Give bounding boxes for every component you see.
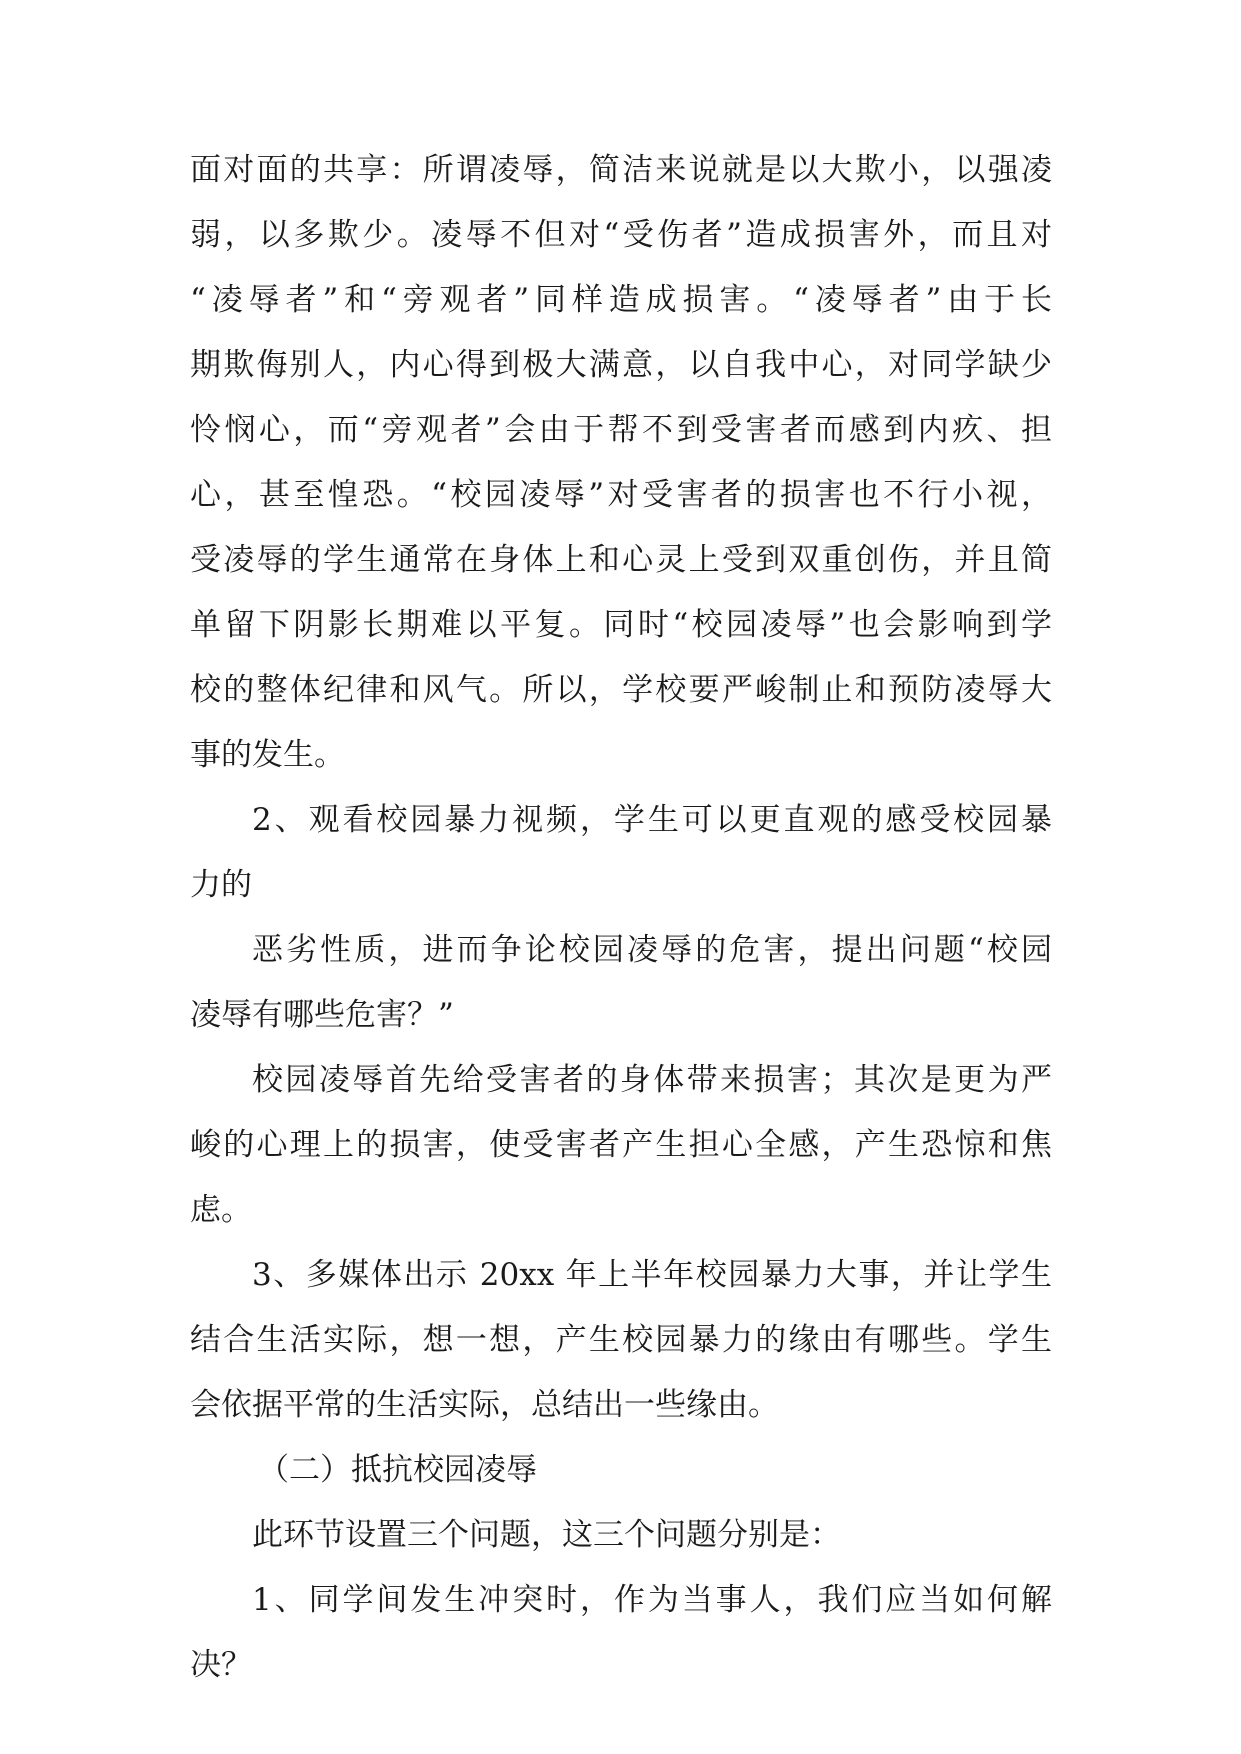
paragraph-line: 校园凌辱首先给受害者的身体带来损害；其次是更为严 <box>252 1062 1052 1098</box>
paragraph-line: 弱，以多欺少。凌辱不但对“受伤者”造成损害外，而且对 <box>190 217 1052 253</box>
paragraph-line: 心，甚至惶恐。“校园凌辱”对受害者的损害也不行小视， <box>190 477 1052 513</box>
paragraph-line: 面对面的共享：所谓凌辱，简洁来说就是以大欺小，以强凌 <box>190 152 1052 188</box>
paragraph-line: 怜悯心，而“旁观者”会由于帮不到受害者而感到内疚、担 <box>190 412 1052 448</box>
list-item-1-line: 1、同学间发生冲突时，作为当事人，我们应当如何解 <box>252 1582 1052 1618</box>
list-item-1-line: 决？ <box>190 1647 252 1683</box>
list-item-2-line: 力的 <box>190 867 252 903</box>
paragraph-line: 期欺侮别人，内心得到极大满意，以自我中心，对同学缺少 <box>190 347 1052 383</box>
paragraph-line: 受凌辱的学生通常在身体上和心灵上受到双重创伤，并且简 <box>190 542 1052 578</box>
paragraph-line: 凌辱有哪些危害？” <box>190 997 454 1033</box>
paragraph-line: 事的发生。 <box>190 737 345 773</box>
paragraph-line: 校的整体纪律和风气。所以，学校要严峻制止和预防凌辱大 <box>190 672 1052 708</box>
section-heading: （二）抵抗校园凌辱 <box>258 1452 537 1488</box>
paragraph-line: 恶劣性质，进而争论校园凌辱的危害，提出问题“校园 <box>252 932 1052 968</box>
paragraph-line: 此环节设置三个问题，这三个问题分别是： <box>252 1517 841 1553</box>
list-item-3-line: 结合生活实际，想一想，产生校园暴力的缘由有哪些。学生 <box>190 1322 1052 1358</box>
paragraph-line: 峻的心理上的损害，使受害者产生担心全感，产生恐惊和焦 <box>190 1127 1052 1163</box>
paragraph-line: 虑。 <box>190 1192 252 1228</box>
list-item-3-line: 会依据平常的生活实际，总结出一些缘由。 <box>190 1387 779 1423</box>
paragraph-line: 单留下阴影长期难以平复。同时“校园凌辱”也会影响到学 <box>190 607 1052 643</box>
paragraph-line: “凌辱者”和“旁观者”同样造成损害。“凌辱者”由于长 <box>190 282 1052 318</box>
list-item-2-line: 2、观看校园暴力视频，学生可以更直观的感受校园暴 <box>252 802 1052 838</box>
list-item-3-line: 3、多媒体出示 20xx 年上半年校园暴力大事，并让学生 <box>252 1257 1052 1293</box>
